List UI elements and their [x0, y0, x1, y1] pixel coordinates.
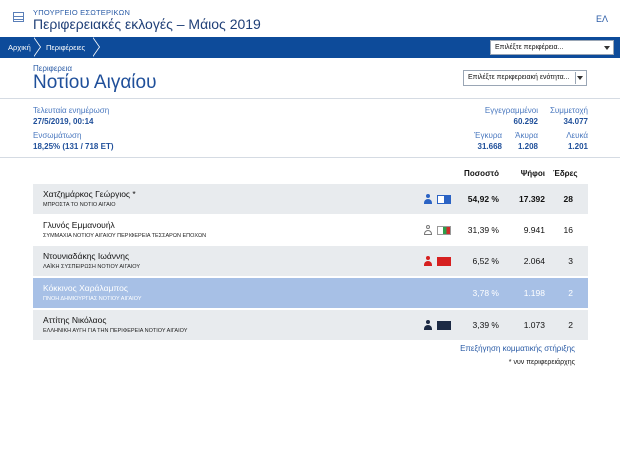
votes-cell: 2.064 — [523, 256, 545, 266]
language-switch[interactable]: ΕΛ — [595, 14, 608, 24]
candidate-name: Κόκκινος Χαράλαμπος — [43, 283, 128, 293]
column-header-votes: Ψήφοι — [520, 169, 545, 178]
ministry-name: ΥΠΟΥΡΓΕΙΟ ΕΣΩΤΕΡΙΚΩΝ — [33, 8, 131, 17]
valid-value: 31.668 — [477, 142, 502, 151]
registered-label: Εγγεγραμμένοι — [484, 106, 538, 115]
table-row[interactable] — [33, 246, 588, 276]
seats-cell: 28 — [563, 194, 573, 204]
table-row[interactable] — [33, 310, 588, 340]
blank-value: 1.201 — [567, 142, 588, 151]
percent-cell: 3,39 % — [472, 320, 499, 330]
breadcrumb — [0, 37, 620, 58]
candidate-name: Χατζημάρκος Γεώργιος * — [43, 189, 136, 199]
percent-cell: 54,92 % — [467, 194, 499, 204]
person-icon — [423, 194, 433, 204]
seats-cell: 2 — [568, 288, 573, 298]
turnout-label: Συμμετοχή — [549, 106, 588, 115]
seats-cell: 16 — [563, 225, 573, 235]
party-flag-icon — [437, 321, 451, 330]
seats-cell: 3 — [568, 256, 573, 266]
votes-cell: 9.941 — [523, 225, 545, 235]
regional-unit-select[interactable] — [463, 70, 587, 86]
invalid-label: Άκυρα — [515, 131, 538, 140]
votes-cell: 1.073 — [523, 320, 545, 330]
candidate-name: Ντουνιαδάκης Ιωάννης — [43, 251, 130, 261]
party-name: ΠΝΟΗ ΔΗΜΙΟΥΡΓΙΑΣ ΝΟΤΙΟΥ ΑΙΓΑΙΟΥ — [43, 296, 142, 302]
party-flag-icon — [437, 226, 451, 235]
percent-cell: 6,52 % — [472, 256, 499, 266]
ministry-logo-icon — [13, 12, 24, 22]
last-update-value: 27/5/2019, 00:14 — [33, 117, 94, 126]
candidate-name: Γλυνός Εμμανουήλ — [43, 220, 115, 230]
integration-label: Ενσωμάτωση — [33, 131, 82, 140]
site-title[interactable]: Περιφερειακές εκλογές – Μάιος 2019 — [33, 16, 261, 32]
party-name: ΜΠΡΟΣΤΑ ΤΟ ΝΟΤΙΟ ΑΙΓΑΙΟ — [43, 202, 116, 208]
turnout-value: 34.077 — [563, 117, 588, 126]
votes-cell: 17.392 — [519, 194, 545, 204]
percent-cell: 31,39 % — [467, 225, 499, 235]
divider — [0, 157, 620, 158]
invalid-value: 1.208 — [517, 142, 538, 151]
last-update-label: Τελευταία ενημέρωση — [33, 106, 110, 115]
party-support-explanation-link[interactable]: Επεξήγηση κομματικής στήριξης — [460, 344, 575, 353]
valid-label: Έγκυρα — [474, 131, 502, 140]
breadcrumb-separator-fill — [92, 37, 99, 57]
breadcrumb-regions[interactable]: Περιφέρειες — [46, 43, 86, 52]
table-row[interactable] — [33, 278, 588, 308]
person-icon — [423, 256, 433, 266]
party-flag-icon — [437, 257, 451, 266]
party-name: ΣΥΜΜΑΧΙΑ ΝΟΤΙΟΥ ΑΙΓΑΙΟΥ ΠΕΡΙΦΕΡΕΙΑ ΤΕΣΣΑΡΩΝ ΕΠΟΧΩΝ — [43, 233, 207, 239]
regional-unit-select-value: Επιλέξτε περιφερειακή ενότητα... — [468, 74, 570, 81]
candidate-name: Αττίτης Νικόλαος — [43, 315, 107, 325]
party-flag-icon — [437, 195, 451, 204]
select-divider — [575, 72, 576, 84]
percent-cell: 3,78 % — [472, 288, 499, 298]
party-name: ΛΑΪΚΗ ΣΥΣΠΕΙΡΩΣΗ ΝΟΤΙΟΥ ΑΙΓΑΙΟΥ — [43, 264, 141, 270]
breadcrumb-home[interactable]: Αρχική — [8, 43, 31, 52]
seats-cell: 2 — [568, 320, 573, 330]
blank-label: Λευκά — [566, 131, 588, 140]
person-icon — [423, 320, 433, 330]
chevron-down-icon — [577, 76, 583, 80]
integration-value: 18,25% (131 / 718 ΕΤ) — [33, 142, 114, 151]
column-header-seats: Έδρες — [553, 169, 578, 178]
page-title: Νοτίου Αιγαίου — [33, 72, 157, 93]
region-select-value: Επιλέξτε περιφέρεια... — [495, 44, 564, 51]
person-outline-icon — [423, 225, 433, 235]
column-header-percent: Ποσοστό — [464, 169, 499, 178]
table-row[interactable] — [33, 215, 588, 245]
region-select[interactable] — [490, 40, 614, 55]
breadcrumb-separator-fill — [33, 37, 40, 57]
incumbent-note: * νυν περιφερειάρχης — [508, 359, 575, 366]
chevron-down-icon — [604, 46, 610, 50]
party-name: ΕΛΛΗΝΙΚΗ ΑΥΓΗ ΓΙΑ ΤΗΝ ΠΕΡΙΦΕΡΕΙΑ ΝΟΤΙΟΥ ΑΙΓΑΙΟΥ — [43, 328, 188, 334]
votes-cell: 1.198 — [523, 288, 545, 298]
table-row[interactable] — [33, 184, 588, 214]
region-label: Περιφερεια — [33, 64, 72, 73]
divider — [0, 98, 620, 99]
site-header — [0, 0, 620, 36]
registered-value: 60.292 — [513, 117, 538, 126]
